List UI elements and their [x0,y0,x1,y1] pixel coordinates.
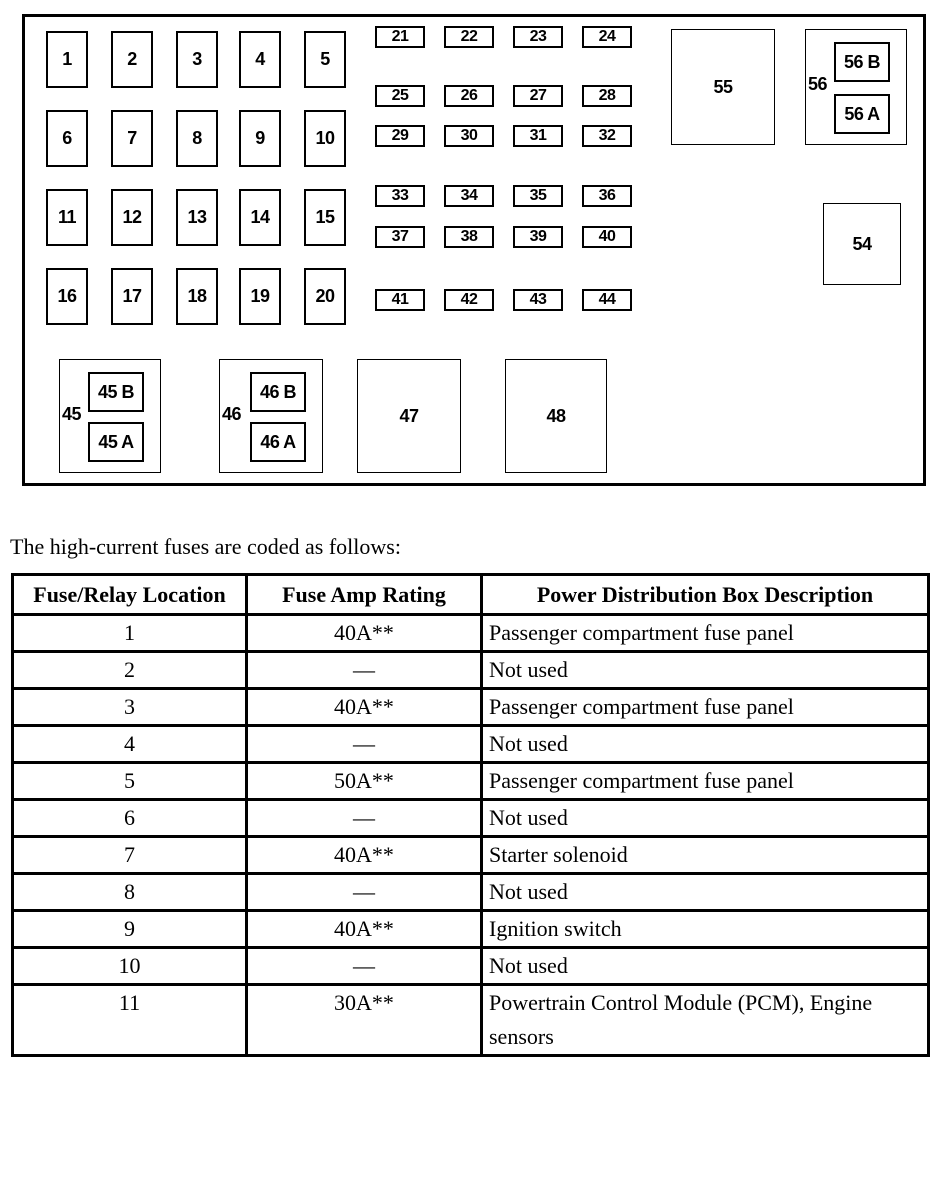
fuse-22: 22 [444,26,494,48]
fuse-1: 1 [46,31,88,88]
table-row [13,763,929,800]
fuse-20: 20 [304,268,346,325]
intro-text: The high-current fuses are coded as follows: [10,534,401,559]
fuse-26: 26 [444,85,494,107]
fuse-13: 13 [176,189,218,246]
cell-rating: 40A** [247,615,482,652]
fuse-table [11,573,930,1057]
table-row [13,615,929,652]
fuse-3: 3 [176,31,218,88]
table-header-row [13,575,929,615]
fuse-8: 8 [176,110,218,167]
cell-rating: — [247,800,482,837]
fuse-18: 18 [176,268,218,325]
cell-description: Not used [482,726,929,763]
fuse-39: 39 [513,226,563,248]
cell-rating: — [247,652,482,689]
fuse-27: 27 [513,85,563,107]
fuse-41: 41 [375,289,425,311]
cell-rating: — [247,948,482,985]
fuse-30: 30 [444,125,494,147]
fuse-35: 35 [513,185,563,207]
cell-location: 1 [13,615,247,652]
relay-56 [805,29,907,145]
fuse-box-diagram [22,14,926,486]
fuse-37: 37 [375,226,425,248]
cell-location: 2 [13,652,247,689]
cell-rating: 40A** [247,837,482,874]
table-row [13,800,929,837]
relay-45b: 45 B [88,372,144,412]
table-row [13,689,929,726]
cell-description: Not used [482,948,929,985]
relay-56a: 56 A [834,94,890,134]
cell-location: 4 [13,726,247,763]
fuse-7: 7 [111,110,153,167]
cell-rating: 50A** [247,763,482,800]
fuse-14: 14 [239,189,281,246]
cell-location: 9 [13,911,247,948]
fuse-12: 12 [111,189,153,246]
fuse-25: 25 [375,85,425,107]
header-rating: Fuse Amp Rating [247,575,482,615]
cell-location: 3 [13,689,247,726]
relay-45 [59,359,161,473]
relay-56b: 56 B [834,42,890,82]
fuse-36: 36 [582,185,632,207]
cell-location: 11 [13,985,247,1056]
cell-rating: 40A** [247,911,482,948]
table-row [13,948,929,985]
relay-48: 48 [505,359,607,473]
cell-location: 6 [13,800,247,837]
relay-56-label: 56 [808,74,828,94]
cell-description: Passenger compartment fuse panel [482,615,929,652]
table-row [13,837,929,874]
fuse-29: 29 [375,125,425,147]
fuse-44: 44 [582,289,632,311]
cell-location: 8 [13,874,247,911]
cell-description: Not used [482,652,929,689]
cell-description: Ignition switch [482,911,929,948]
fuse-21: 21 [375,26,425,48]
table-row [13,652,929,689]
fuse-4: 4 [239,31,281,88]
relay-46a: 46 A [250,422,306,462]
cell-rating: — [247,874,482,911]
fuse-15: 15 [304,189,346,246]
table-row [13,726,929,763]
cell-description: Not used [482,874,929,911]
cell-description: Passenger compartment fuse panel [482,763,929,800]
table-row [13,911,929,948]
relay-46 [219,359,323,473]
fuse-24: 24 [582,26,632,48]
relay-45a: 45 A [88,422,144,462]
fuse-5: 5 [304,31,346,88]
relay-47: 47 [357,359,461,473]
cell-rating: 30A** [247,985,482,1056]
fuse-9: 9 [239,110,281,167]
cell-location: 10 [13,948,247,985]
fuse-43: 43 [513,289,563,311]
relay-45-label: 45 [62,404,82,424]
relay-54: 54 [823,203,901,285]
fuse-34: 34 [444,185,494,207]
fuse-23: 23 [513,26,563,48]
fuse-16: 16 [46,268,88,325]
cell-description: Not used [482,800,929,837]
cell-location: 5 [13,763,247,800]
fuse-38: 38 [444,226,494,248]
relay-46-label: 46 [222,404,242,424]
cell-description: Passenger compartment fuse panel [482,689,929,726]
cell-description: Powertrain Control Module (PCM), Engine sensors [482,985,929,1056]
fuse-11: 11 [46,189,88,246]
header-location: Fuse/Relay Location [13,575,247,615]
cell-description: Starter solenoid [482,837,929,874]
fuse-10: 10 [304,110,346,167]
fuse-32: 32 [582,125,632,147]
table-row [13,985,929,1056]
fuse-40: 40 [582,226,632,248]
fuse-6: 6 [46,110,88,167]
relay-55: 55 [671,29,775,145]
cell-location: 7 [13,837,247,874]
cell-rating: — [247,726,482,763]
relay-46b: 46 B [250,372,306,412]
table-row [13,874,929,911]
fuse-33: 33 [375,185,425,207]
fuse-17: 17 [111,268,153,325]
fuse-19: 19 [239,268,281,325]
fuse-42: 42 [444,289,494,311]
fuse-31: 31 [513,125,563,147]
fuse-2: 2 [111,31,153,88]
header-description: Power Distribution Box Description [482,575,929,615]
fuse-28: 28 [582,85,632,107]
cell-rating: 40A** [247,689,482,726]
